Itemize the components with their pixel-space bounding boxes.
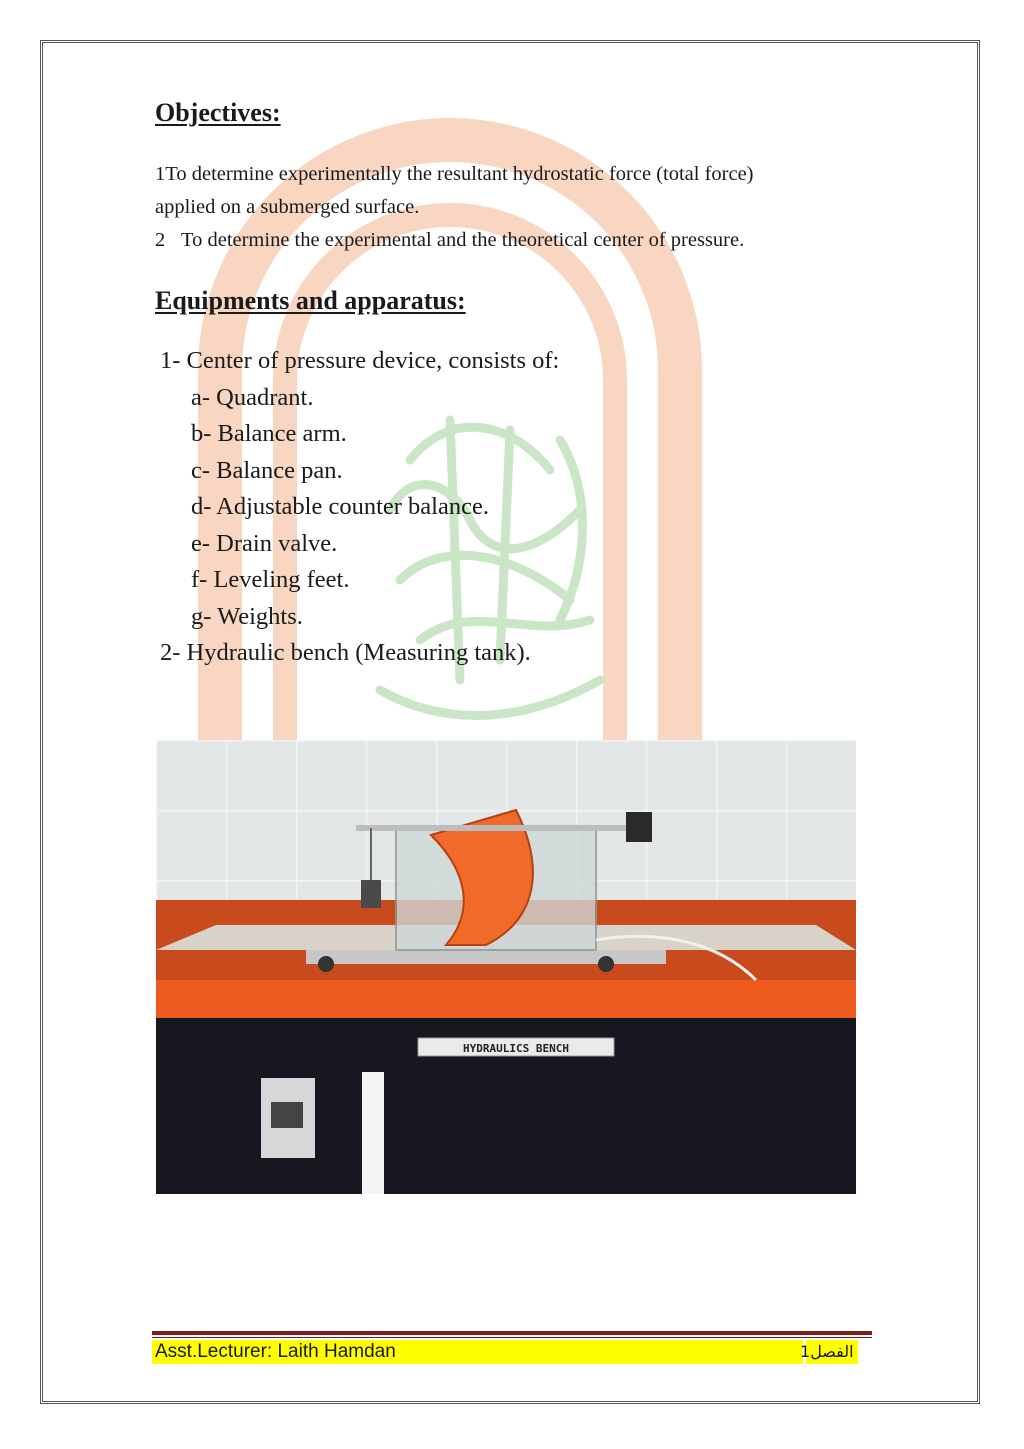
equipment-subitem: c- Balance pan.: [191, 456, 343, 484]
equipment-subitem: a- Quadrant.: [191, 383, 314, 411]
objective-text-2: To determine the experimental and the theoretical center of pressure.: [181, 229, 745, 251]
equipment-subitem: g- Weights.: [191, 602, 303, 630]
objectives-heading: Objectives:: [155, 98, 281, 127]
objective-item-2: [155, 224, 875, 257]
bench-label-plate: HYDRAULICS BENCH: [463, 1042, 569, 1055]
objective-number-2: 2: [155, 229, 166, 251]
equipment-subitem: d- Adjustable counter balance.: [191, 493, 489, 520]
equipment-heading: Equipments and apparatus:: [155, 286, 466, 315]
equipment-item: 2- Hydraulic bench (Measuring tank).: [160, 639, 531, 666]
footer-author: Asst.Lecturer: Laith Hamdan: [155, 1341, 396, 1362]
footer-page-number: الفصل1: [800, 1342, 854, 1361]
hydraulic-bench-photo: [156, 740, 856, 1194]
equipment-list: [160, 343, 559, 672]
equipment-item: 1- Center of pressure device, consists of:: [160, 347, 560, 374]
footer-rule: [152, 1331, 872, 1335]
equipment-subitem: f- Leveling feet.: [191, 566, 350, 593]
footer-rule-thin: [152, 1337, 872, 1338]
objective-item-1-continued: applied on a submerged surface.: [155, 196, 420, 218]
objective-item-1: [155, 158, 875, 191]
equipment-subitem: b- Balance arm.: [191, 420, 347, 447]
objectives-list: [155, 158, 875, 257]
objective-number-1: 1: [155, 163, 166, 185]
equipment-subitem: e- Drain valve.: [191, 529, 338, 557]
objective-text-1: To determine experimentally the resultant hydrostatic force (total force): [165, 163, 754, 185]
